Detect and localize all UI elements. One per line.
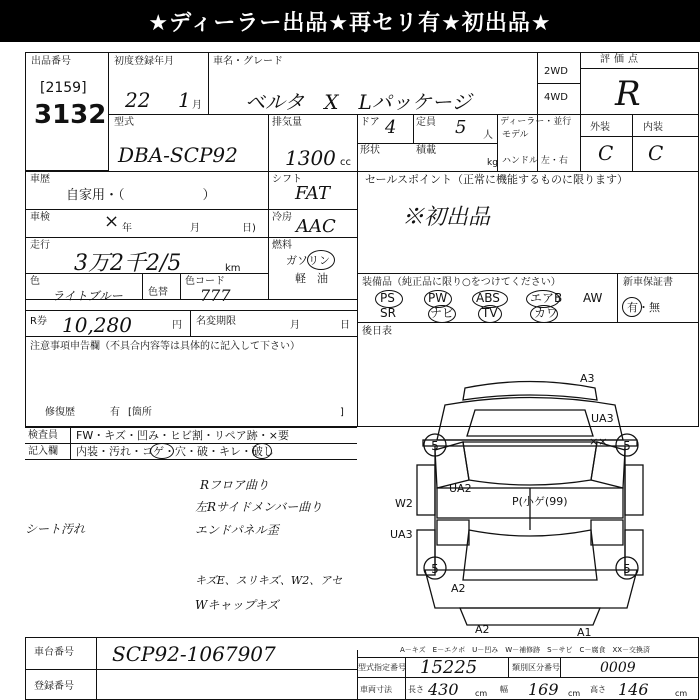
exterior-value: C [598, 141, 614, 165]
fuel-gas-circle [307, 250, 335, 270]
first-reg-year: 22 [125, 88, 151, 112]
drive-4wd: 4WD [544, 92, 568, 103]
lot-number-label: 出品番号 [31, 56, 71, 67]
expiry-day: 日 [340, 320, 350, 331]
mark-p: P(小ゲ(99) [512, 495, 568, 508]
width-unit: cm [568, 689, 581, 698]
paint-label: 色替 [148, 287, 168, 298]
inspection-year: 年 [122, 223, 132, 234]
tire-fl: 5 [431, 439, 439, 453]
width-label: 幅 [500, 685, 508, 694]
color-value: ライトブルー [52, 289, 123, 303]
color-code-label: 色コード [185, 276, 225, 287]
tire-rr: 5 [623, 562, 631, 576]
inspection-label: 車検 [30, 212, 50, 223]
displacement-unit: cc [340, 157, 351, 168]
lot-code: [2159] [40, 80, 87, 96]
tire-fr: 5 [623, 439, 631, 453]
fuel-label: 燃料 [272, 240, 292, 251]
mark-a3-top: A3 [580, 372, 595, 385]
mark-xx: ×× [589, 435, 608, 448]
ac-value: AAC [296, 216, 336, 237]
type-cert-value: 15225 [420, 657, 478, 678]
repair-label: 修復歴 [45, 407, 75, 418]
warranty-circle [622, 297, 642, 317]
ticket-label: R券 [30, 316, 47, 327]
entry-label: 記入欄 [28, 446, 58, 457]
equip-leather: カワ [534, 306, 559, 320]
equip-pw: PW [428, 291, 448, 305]
car-name-label: 車名・グレード [213, 56, 283, 67]
color-label: 色 [30, 276, 40, 287]
ticket-value: 10,280 [62, 313, 132, 337]
shift-value: FAT [295, 183, 330, 204]
sales-point-value: ※初出品 [402, 205, 491, 230]
class-value: 0009 [600, 660, 636, 676]
mark-w2: W2 [395, 497, 413, 510]
model-year-label: モデル [502, 130, 529, 140]
equip-sr: SR [380, 306, 396, 320]
equip-aw: AW [583, 291, 603, 305]
mark-a1: A1 [577, 626, 592, 639]
expiry-month: 月 [290, 320, 300, 331]
mileage-label: 走行 [30, 240, 50, 251]
post-sheet-label: 後日表 [362, 326, 392, 337]
equip-navi: ナビ [430, 306, 455, 320]
mileage-unit: km [225, 263, 241, 274]
dims-label: 車両寸法 [360, 685, 392, 694]
reg-no-label: 登録番号 [34, 681, 74, 692]
ac-label: 冷房 [272, 212, 292, 223]
fuel-light: 軽 油 [295, 272, 328, 285]
mark-ua3: UA3 [591, 412, 614, 425]
model-label: 型式 [114, 117, 134, 128]
height-label: 高さ [590, 685, 606, 694]
load-label: 積載 [416, 145, 436, 156]
length-label: 長さ [408, 685, 424, 694]
model-value: DBA-SCP92 [118, 143, 238, 167]
first-reg-label: 初度登録年月 [114, 56, 174, 67]
capacity-value: 5 [455, 117, 467, 138]
expiry-label: 名変期限 [196, 316, 236, 327]
class-label: 類別区分番号 [512, 663, 560, 672]
displacement-value: 1300 [285, 146, 336, 170]
remark-4: シート汚れ [25, 522, 86, 536]
ticket-unit: 円 [172, 320, 182, 331]
grade-value: R [615, 74, 641, 114]
mark-a2-left: A2 [451, 582, 466, 595]
handle-label: ハンドル 左・右 [502, 156, 568, 166]
interior-value: C [648, 141, 664, 165]
shape-label: 形状 [360, 145, 380, 156]
length-unit: cm [475, 689, 488, 698]
height-unit: cm [675, 689, 688, 698]
capacity-unit: 人 [483, 130, 493, 141]
mark-ua3-left: UA3 [390, 528, 413, 541]
remark-3: エンドパネル歪 [195, 523, 279, 537]
car-name-value: ベルタ X Lパッケージ [245, 90, 472, 114]
remark-6: Wキャップキズ [195, 598, 279, 612]
height-value: 146 [618, 680, 649, 699]
interior-label: 内装 [643, 122, 663, 133]
inspection-month: 月 [190, 223, 200, 234]
notes-label: 注意事項申告欄（不具合内容等は具体的に記入して下さい） [30, 341, 300, 352]
usage-value: 自家用・（ ） [66, 188, 216, 203]
inspection-day: 日) [242, 223, 256, 234]
length-value: 430 [428, 680, 459, 699]
chassis-value: SCP92-1067907 [112, 642, 276, 666]
remark-5: キズE、スリキズ、W2、アセ [195, 574, 343, 587]
lot-number: 3132 [34, 100, 107, 130]
first-reg-month-unit: 月 [192, 100, 202, 111]
equip-airbag: エアB [530, 291, 563, 305]
width-value: 169 [528, 680, 559, 699]
capacity-label: 定員 [416, 117, 436, 128]
type-cert-label: 型式指定番号 [358, 663, 406, 672]
mileage-value: 3万2千2/5 [74, 251, 182, 276]
equip-ps: PS [380, 291, 395, 305]
sales-point-label: セールスポイント（正常に機能するものに限ります） [365, 173, 629, 186]
repair-box-open: [箇所 [128, 407, 152, 418]
equipment-label: 装備品（純正品に限り○をつけてください） [362, 277, 561, 288]
tire-rl: 5 [431, 562, 439, 576]
displacement-label: 排気量 [272, 117, 302, 128]
doors-label: ドア [360, 117, 380, 128]
remark-1: Rフロア曲り [200, 478, 270, 492]
legend-codes: A－キズ E－エクボ U－凹み W－補修跡 S－サビ C－腐食 XX－交換済 [400, 646, 651, 654]
car-damage-diagram [365, 370, 695, 640]
equip-abs: ABS [476, 291, 500, 305]
legend-line2: 内装・汚れ・コゲ・穴・破・キレ・破し [76, 445, 274, 458]
grade-label: 評価点 [600, 54, 642, 65]
mark-a2-bottom: A2 [475, 623, 490, 636]
warranty-label: 新車保証書 [623, 277, 673, 288]
chassis-label: 車台番号 [34, 647, 74, 658]
color-code-value: 777 [200, 286, 231, 305]
usage-label: 車歴 [30, 174, 50, 185]
header-banner: ★ディーラー出品★再セリ有★初出品★ [0, 0, 700, 42]
warranty-value: 有・無 [627, 301, 660, 314]
legend-line1: FW・キズ・凹み・ヒビ割・リペア跡・×要 [76, 429, 289, 442]
remark-2: 左Rサイドメンバー曲り [195, 500, 323, 514]
repair-value: 有 [110, 407, 120, 418]
mark-ua2: UA2 [449, 482, 472, 495]
fuel-gas: ガソリン [286, 254, 330, 267]
inspector-label: 検査員 [28, 430, 58, 441]
drive-2wd: 2WD [544, 66, 568, 77]
equip-tv: TV [482, 306, 498, 320]
first-reg-month: 1 [178, 88, 191, 112]
doors-value: 4 [385, 117, 397, 138]
dealer-label: ディーラー・並行 [500, 117, 572, 127]
shift-label: シフト [272, 174, 302, 185]
exterior-label: 外装 [590, 122, 610, 133]
kg-label: kg [487, 158, 498, 168]
repair-box-close: ] [340, 407, 344, 418]
inspection-value: × [104, 211, 120, 232]
